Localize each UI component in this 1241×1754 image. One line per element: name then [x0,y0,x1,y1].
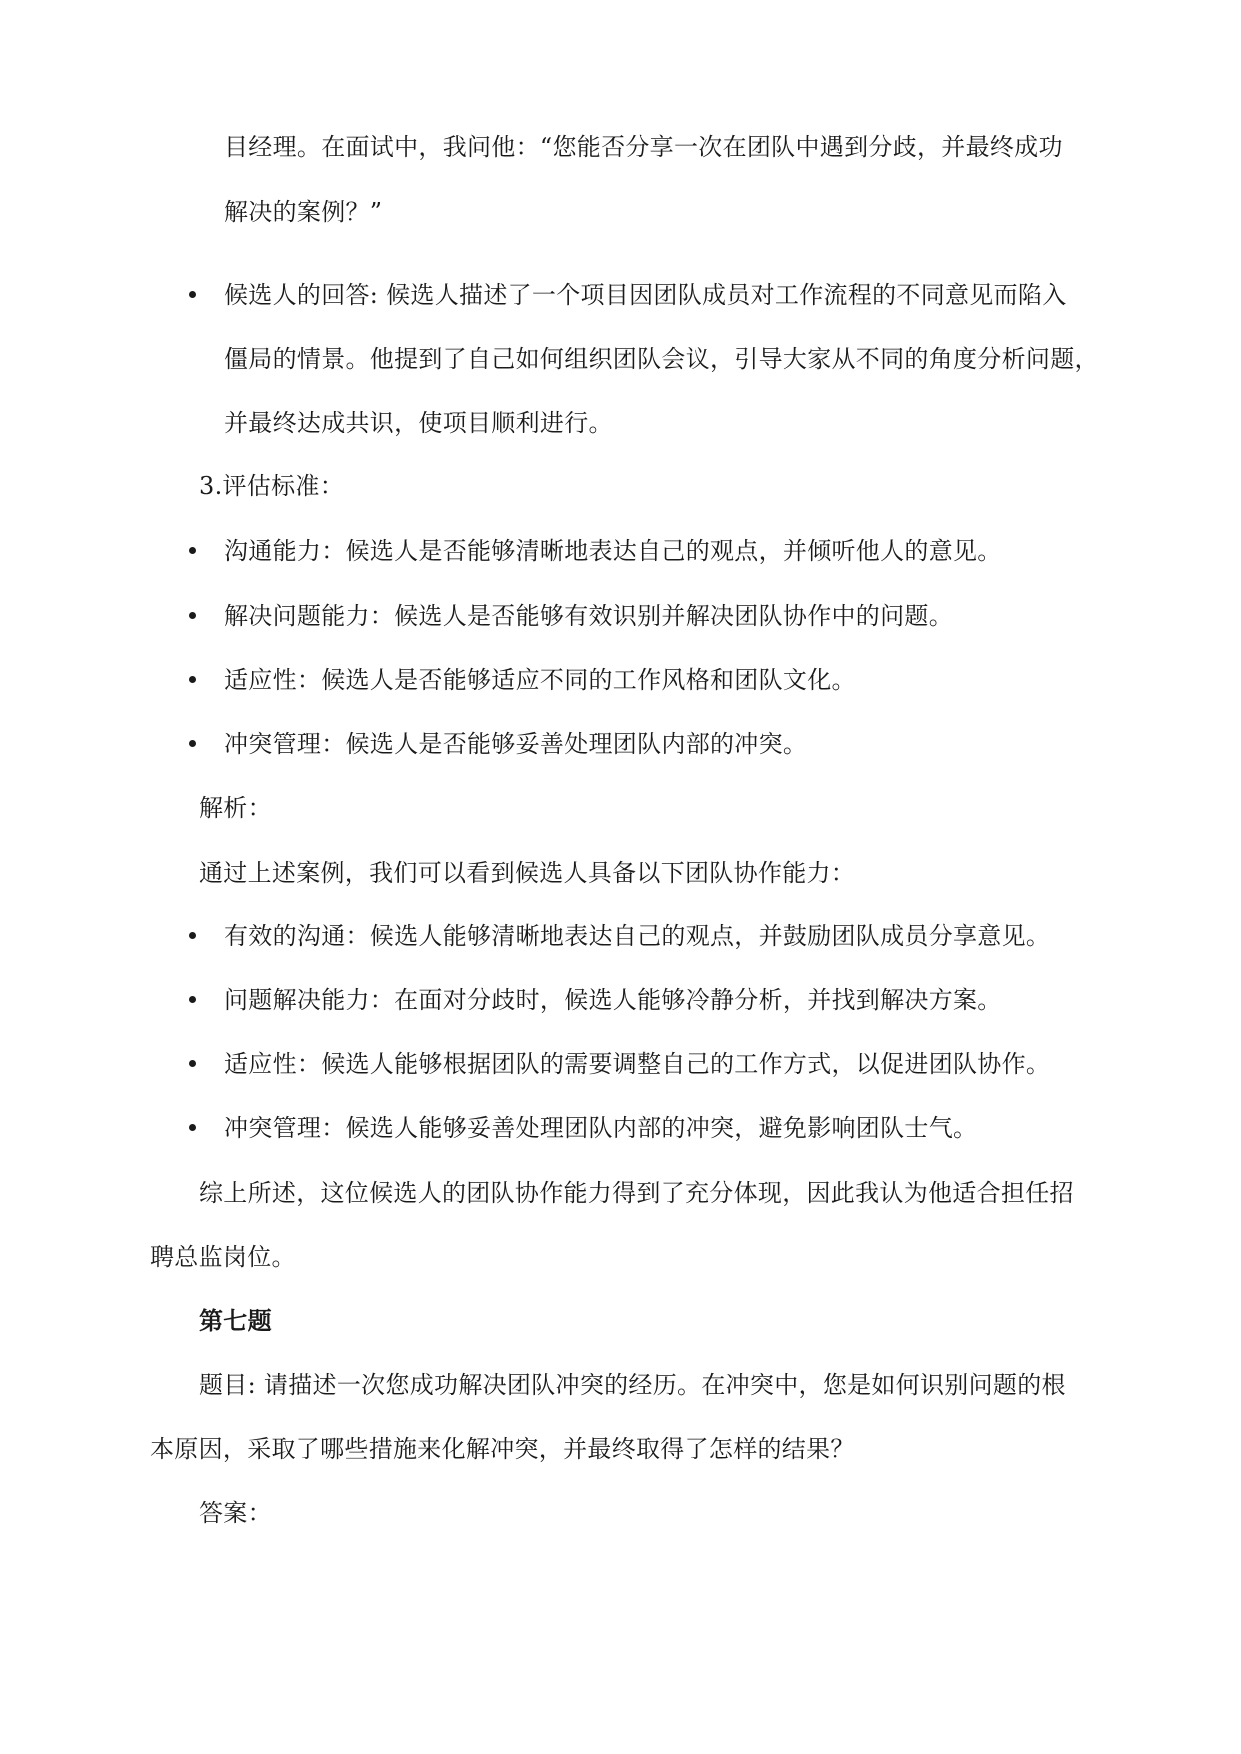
paragraph-line: 题目: 请描述一次您成功解决团队冲突的经历。在冲突中，您是如何识别问题的根 [199,1371,1066,1399]
list-item-text: 问题解决能力：在面对分歧时，候选人能够冷静分析，并找到解决方案。 [224,986,1002,1014]
list-item-text: 适应性：候选人能够根据团队的需要调整自己的工作方式，以促进团队协作。 [224,1050,1051,1078]
bullet-icon [189,547,196,554]
paragraph-line: 本原因，采取了哪些措施来化解冲突，并最终取得了怎样的结果？ [150,1435,855,1463]
bullet-icon [189,1124,196,1131]
answer-label: 答案： [199,1499,272,1527]
paragraph-line: 目经理。在面试中，我问他：“您能否分享一次在团队中遇到分歧，并最终成功 [224,133,1063,161]
list-item-text: 沟通能力：候选人是否能够清晰地表达自己的观点，并倾听他人的意见。 [224,537,1002,565]
list-item-text: 有效的沟通：候选人能够清晰地表达自己的观点，并鼓励团队成员分享意见。 [224,922,1051,950]
paragraph-line: 综上所述，这位候选人的团队协作能力得到了充分体现，因此我认为他适合担任招 [199,1179,1074,1207]
list-item-text: 候选人的回答: 候选人描述了一个项目因团队成员对工作流程的不同意见而陷入 [224,281,1067,309]
list-item-text: 冲突管理：候选人是否能够妥善处理团队内部的冲突。 [224,730,808,758]
paragraph-line: 通过上述案例，我们可以看到候选人具备以下团队协作能力： [199,859,856,887]
bullet-icon [189,676,196,683]
list-item-text: 适应性：候选人是否能够适应不同的工作风格和团队文化。 [224,666,856,694]
list-item-text: 冲突管理：候选人能够妥善处理团队内部的冲突，避免影响团队士气。 [224,1114,978,1142]
bullet-icon [189,291,196,298]
bullet-icon [189,740,196,747]
paragraph-line: 聘总监岗位。 [150,1243,296,1271]
bullet-icon [189,996,196,1003]
section-heading: 解析： [199,794,272,822]
list-item-text: 并最终达成共识，使项目顺利进行。 [224,409,613,437]
bullet-icon [189,612,196,619]
bullet-icon [189,932,196,939]
paragraph-line: 解决的案例？” [224,198,383,226]
bullet-icon [189,1060,196,1067]
list-item-text: 解决问题能力：候选人是否能够有效识别并解决团队协作中的问题。 [224,602,953,630]
question-heading: 第七题 [199,1306,272,1335]
list-item-text: 僵局的情景。他提到了自己如何组织团队会议，引导大家从不同的角度分析问题， [224,345,1099,373]
section-heading: 3.评估标准： [199,472,344,500]
